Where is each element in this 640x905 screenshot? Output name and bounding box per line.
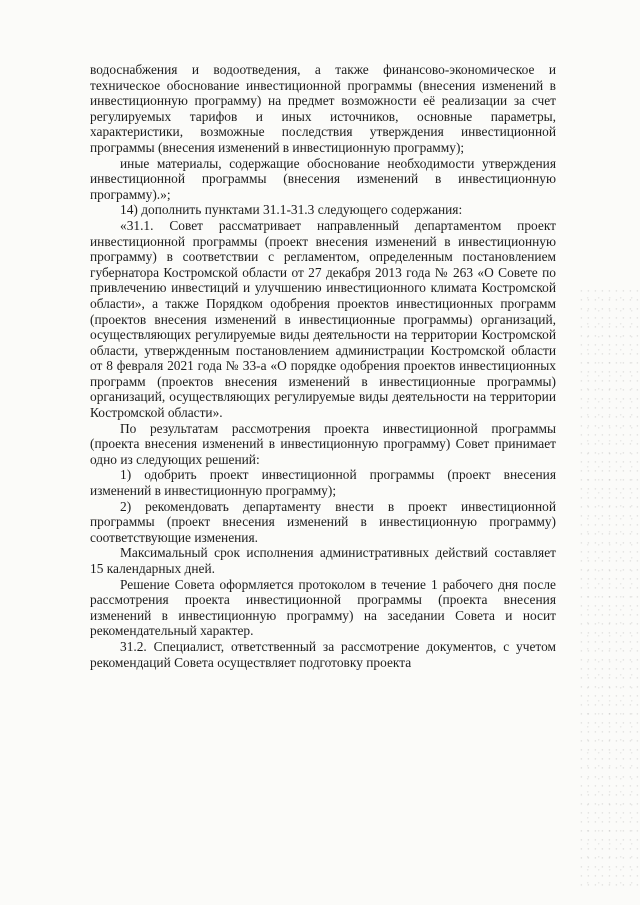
paragraph-protocol: Решение Совета оформляется протоколом в течение 1 рабочего дня после рассмотрения проекта инвестиционной программы (проекта внесения изменений в инвестиционную программу) на заседании Совета и носит рекомендательный характер. xyxy=(90,576,556,639)
paragraph-31-1: «31.1. Совет рассматривает направленный департаментом проект инвестиционной программы (проект внесения изменений в инвестиционную программу) в соответствии с регламентом, определенным постановлением губернатора Костромской области от 27 декабря 2013 года № 263 «О Совете по привлечению инвестиций и улучшению инвестиционного климата Костромской области», а также Порядком одобрения проектов инвестиционных программ (проектов внесения изменений в инвестиционные программы) организаций, осуществляющих регулируемые виды деятельности на территории Костромской области, утвержденным постановлением администрации Костромской области от 8 февраля 2021 года № 33-а «О порядке одобрения проектов инвестиционных программ (проектов внесения изменений в инвестиционные программы) организаций, осуществляющих регулируемые виды деятельности на территории Костромской области». xyxy=(90,217,556,421)
scan-noise-texture xyxy=(580,290,640,890)
paragraph-council-decisions: По результатам рассмотрения проекта инвестиционной программы (проекта внесения изменений в инвестиционную программу) Совет принимает одно из следующих решений: xyxy=(90,420,556,467)
paragraph-31-2: 31.2. Специалист, ответственный за рассмотрение документов, с учетом рекомендаций Совета осуществляет подготовку проекта xyxy=(90,638,556,670)
paragraph-max-term: Максимальный срок исполнения административных действий составляет 15 календарных дней. xyxy=(90,545,556,576)
paragraph-other-materials: иные материалы, содержащие обоснование необходимости утверждения инвестиционной программы (внесения изменений в инвестиционную программу).»; xyxy=(90,155,556,202)
paragraph-water-supply-justification: водоснабжения и водоотведения, а также финансово-экономическое и техническое обоснование инвестиционной программы (внесения изменений в инвестиционную программу) на предмет возможности её реализации за счет регулируемых тарифов и иных источников, основные параметры, характеристики, возможные последствия утверждения инвестиционной программы (внесения изменений в инвестиционную программу); xyxy=(90,62,556,155)
document-body xyxy=(90,62,556,670)
paragraph-decision-2: 2) рекомендовать департаменту внести в проект инвестиционной программы (проект внесения изменений в инвестиционную программу) соответствующие изменения. xyxy=(90,498,556,545)
paragraph-item-14: 14) дополнить пунктами 31.1-31.3 следующего содержания: xyxy=(120,202,463,218)
paragraph-decision-1: 1) одобрить проект инвестиционной программы (проект внесения изменений в инвестиционную программу); xyxy=(90,467,556,499)
